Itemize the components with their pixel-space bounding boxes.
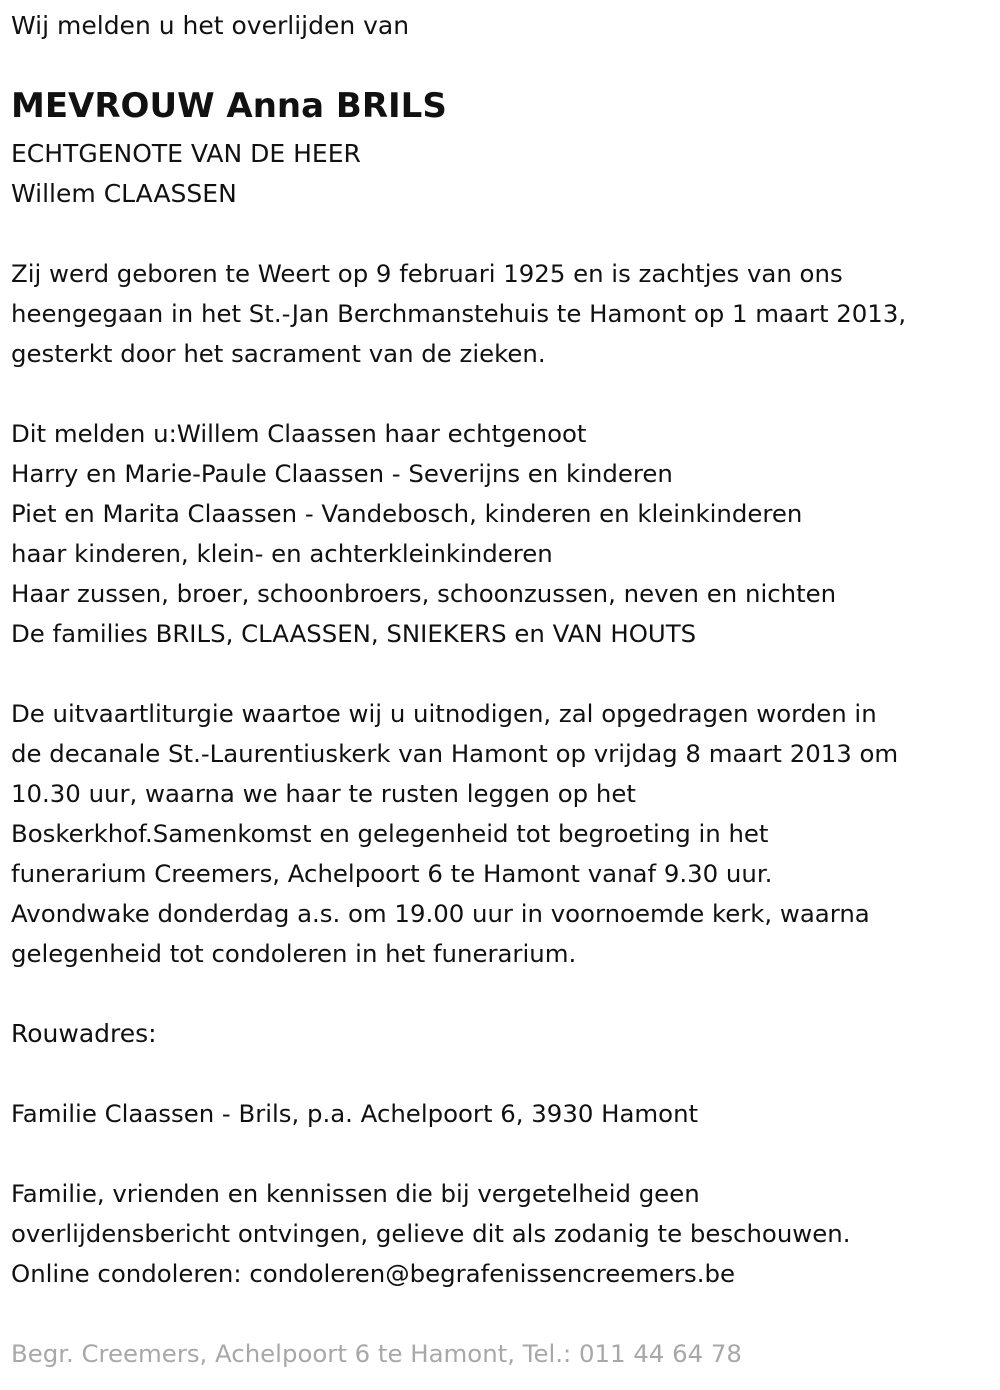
note-paragraph [11, 1174, 850, 1294]
family-line: Haar zussen, broer, schoonbroers, schoonzussen, neven en nichten [11, 579, 837, 608]
paragraph-line: Zij werd geboren te Weert op 9 februari 1925 en is zachtjes van ons [11, 259, 843, 288]
address-label-block [11, 1014, 157, 1054]
family-line: Dit melden u:Willem Claassen haar echtgenoot [11, 419, 587, 448]
address-block [11, 1094, 698, 1134]
family-line: Harry en Marie-Paule Claassen - Severijns en kinderen [11, 459, 673, 488]
paragraph-line: gelegenheid tot condoleren in het funerarium. [11, 939, 577, 968]
family-line: Piet en Marita Claassen - Vandebosch, kinderen en kleinkinderen [11, 499, 803, 528]
address-label: Rouwadres: [11, 1019, 157, 1048]
footer-block [11, 1334, 742, 1374]
paragraph-line: overlijdensbericht ontvingen, gelieve dit als zodanig te beschouwen. [11, 1219, 851, 1248]
online-condolence-line: Online condoleren: condoleren@begrafenissencreemers.be [11, 1259, 735, 1288]
spouse-block [11, 134, 361, 214]
paragraph-line: heengegaan in het St.-Jan Berchmanstehuis te Hamont op 1 maart 2013, [11, 299, 907, 328]
family-line: De families BRILS, CLAASSEN, SNIEKERS en VAN HOUTS [11, 619, 697, 648]
family-list [11, 414, 836, 654]
funeral-home-footer: Begr. Creemers, Achelpoort 6 te Hamont, Tel.: 011 44 64 78 [11, 1339, 742, 1368]
spouse-name: Willem CLAASSEN [11, 179, 237, 208]
family-line: haar kinderen, klein- en achterkleinkinderen [11, 539, 553, 568]
paragraph-line: de decanale St.-Laurentiuskerk van Hamont op vrijdag 8 maart 2013 om [11, 739, 899, 768]
paragraph-line: gesterkt door het sacrament van de zieken. [11, 339, 546, 368]
paragraph-line: De uitvaartliturgie waartoe wij u uitnodigen, zal opgedragen worden in [11, 699, 877, 728]
paragraph-line: funerarium Creemers, Achelpoort 6 te Hamont vanaf 9.30 uur. [11, 859, 773, 888]
deceased-name: MEVROUW Anna BRILS [11, 86, 447, 126]
birth-death-paragraph [11, 254, 906, 374]
paragraph-line: Familie, vrienden en kennissen die bij vergetelheid geen [11, 1179, 700, 1208]
mourning-address: Familie Claassen - Brils, p.a. Achelpoort 6, 3930 Hamont [11, 1099, 699, 1128]
relation-text: ECHTGENOTE VAN DE HEER [11, 139, 361, 168]
paragraph-line: Avondwake donderdag a.s. om 19.00 uur in voornoemde kerk, waarna [11, 899, 870, 928]
intro-text: Wij melden u het overlijden van [11, 11, 410, 40]
funeral-paragraph [11, 694, 898, 974]
paragraph-line: Boskerkhof.Samenkomst en gelegenheid tot begroeting in het [11, 819, 769, 848]
paragraph-line: 10.30 uur, waarna we haar te rusten leggen op het [11, 779, 636, 808]
